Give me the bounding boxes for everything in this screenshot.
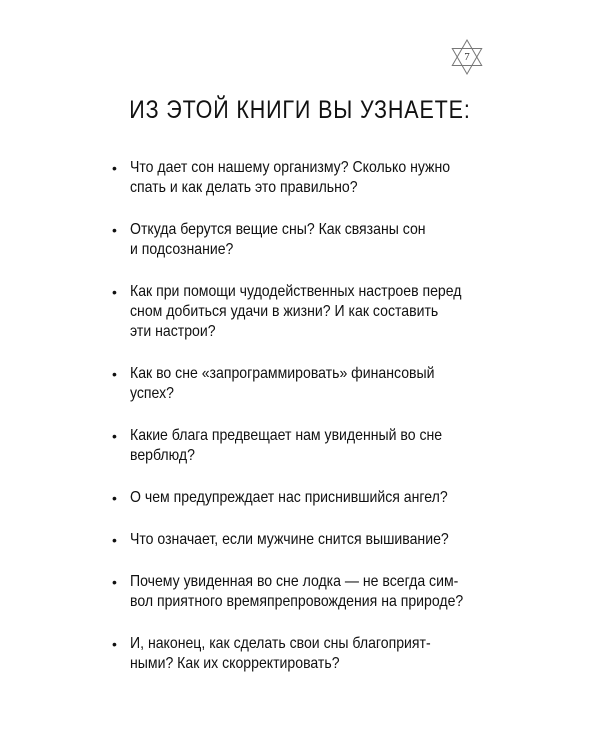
list-item-text: Как во сне «запрограммировать» финансовый успех? [130,365,435,402]
list-item-text: Почему увиденная во сне лодка — не всегда сим- вол приятного времяпрепровождения на природе? [130,573,464,610]
bullet-dot-icon: • [112,574,117,590]
list-item [112,364,488,404]
list-item [112,220,488,260]
list-item-text: Как при помощи чудодейственных настроев перед сном добиться удачи в жизни? И как составить эти настрои? [130,283,462,340]
page-number: 7 [464,51,470,63]
list-item-text: Откуда берутся вещие сны? Как связаны сон и подсознание? [130,221,426,258]
list-item [112,282,488,342]
list-item-text: О чем предупреждает нас приснившийся ангел? [130,489,448,506]
list-item [112,158,488,198]
bullet-dot-icon: • [112,222,117,238]
bullet-dot-icon: • [112,636,117,652]
bullet-dot-icon: • [112,160,117,176]
bullet-list [112,158,488,696]
page-number-badge [448,38,486,76]
list-item [112,634,488,674]
page-title: ИЗ ЭТОЙ КНИГИ ВЫ УЗНАЕТЕ: [129,96,471,124]
list-item-text: И, наконец, как сделать свои сны благоприят- ными? Как их скорректировать? [130,635,431,672]
list-item [112,488,488,508]
bullet-dot-icon: • [112,284,117,300]
list-item-text: Какие блага предвещает нам увиденный во сне верблюд? [130,427,443,464]
bullet-dot-icon: • [112,490,117,506]
bullet-dot-icon: • [112,428,117,444]
list-item [112,530,488,550]
list-item-text: Что означает, если мужчине снится вышивание? [130,531,449,548]
bullet-dot-icon: • [112,366,117,382]
list-item [112,572,488,612]
list-item-text: Что дает сон нашему организму? Сколько нужно спать и как делать это правильно? [130,159,451,196]
bullet-dot-icon: • [112,532,117,548]
list-item [112,426,488,466]
